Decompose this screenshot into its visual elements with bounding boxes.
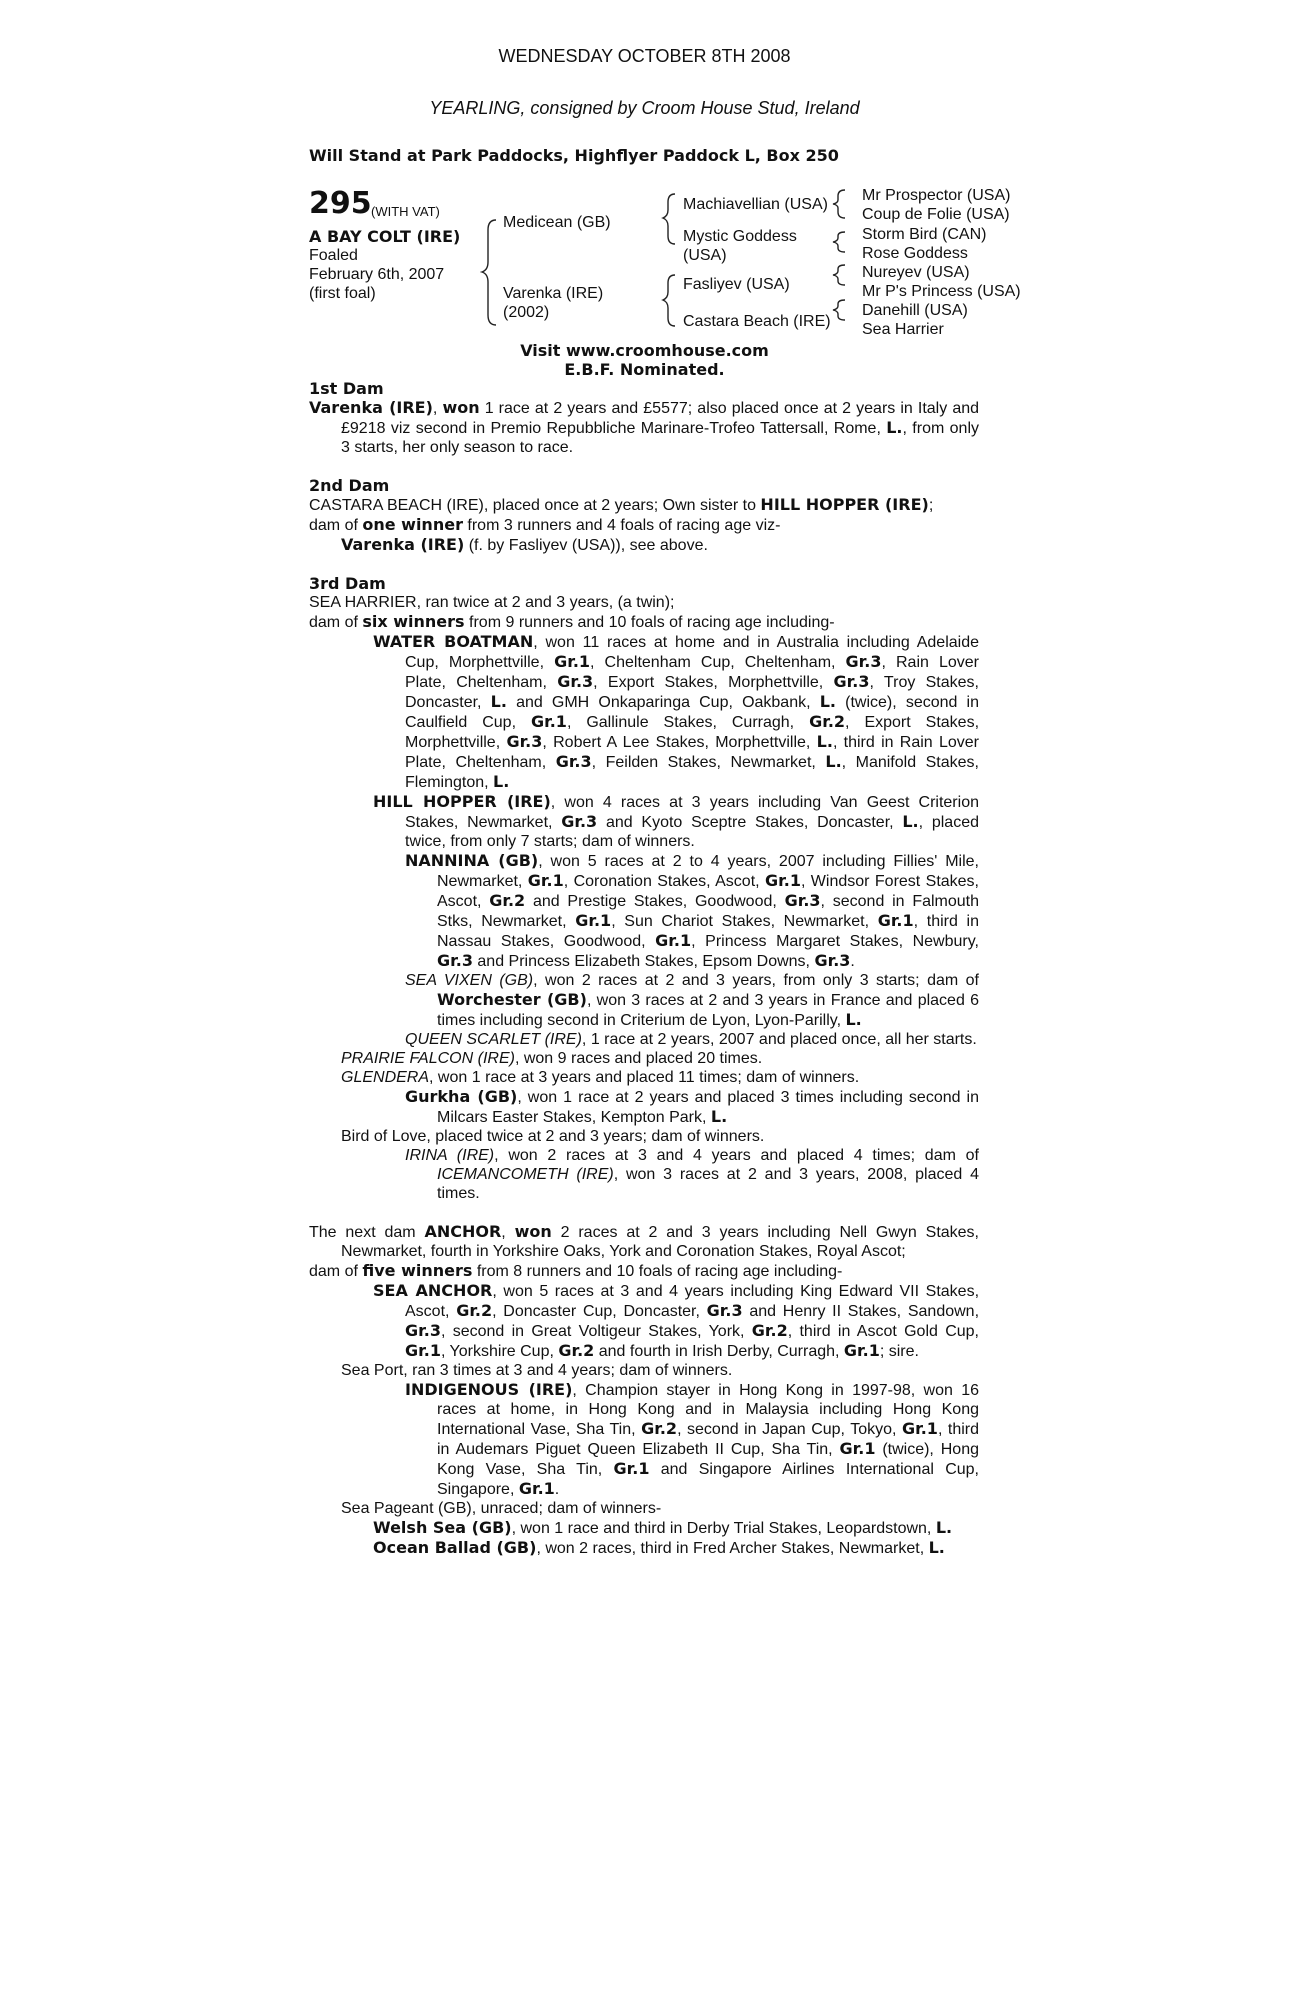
entry-ocean-ballad: Ocean Ballad (GB), won 2 races, third in Fred Archer Stakes, Newmarket, L.	[373, 1538, 945, 1557]
pedigree-ss: Machiavellian (USA)	[683, 196, 828, 213]
second-dam-heading: 2nd Dam	[309, 476, 390, 495]
pedigree-sss: Mr Prospector (USA)	[862, 187, 1011, 204]
foal-note: (first foal)	[309, 285, 376, 302]
anchor-intro: The next dam ANCHOR, won 2 races at 2 and 3 years including Nell Gwyn Stakes, Newmarket, fourth in Yorkshire Oaks, York and Coronation Stakes, Royal Ascot;	[309, 1222, 980, 1260]
vat-note: (WITH VAT)	[371, 204, 440, 219]
pedigree-sd: Mystic Goddess	[683, 228, 797, 245]
entry-sea-anchor: SEA ANCHOR, won 5 races at 3 and 4 years including King Edward VII Stakes, Ascot, Gr.2, Doncaster Cup, Doncaster, Gr.3 and Henry II Stakes, Sandown, Gr.3, second in Great Voltigeur Stakes, York, Gr.2, third in Ascot Gold Cup, Gr.1, Yorkshire Cup, Gr.2 and fourth in Irish Derby, Curragh, Gr.1; sire.	[373, 1281, 980, 1360]
third-dam-line1: SEA HARRIER, ran twice at 2 and 3 years, (a twin);	[309, 594, 675, 611]
entry-glendera: GLENDERA, won 1 race at 3 years and placed 11 times; dam of winners.	[341, 1069, 860, 1086]
pedigree-dss: Nureyev (USA)	[862, 264, 970, 281]
second-dam-line2: dam of one winner from 3 runners and 4 foals of racing age viz-	[309, 515, 781, 534]
entry-welsh-sea: Welsh Sea (GB), won 1 race and third in Derby Trial Stakes, Leopardstown, L.	[373, 1518, 953, 1537]
third-dam-line2: dam of six winners from 9 runners and 10 foals of racing age including-	[309, 612, 835, 631]
entry-sea-pageant: Sea Pageant (GB), unraced; dam of winners-	[341, 1500, 662, 1517]
pedigree-sd-2: (USA)	[683, 247, 727, 264]
foaled-date: February 6th, 2007	[309, 266, 445, 283]
brace-gen1	[482, 220, 496, 325]
third-dam-produce	[309, 632, 979, 1203]
pedigree-dds: Danehill (USA)	[862, 302, 968, 319]
pedigree-ssd: Coup de Folie (USA)	[862, 206, 1010, 223]
second-dam-line1: CASTARA BEACH (IRE), placed once at 2 years; Own sister to HILL HOPPER (IRE);	[309, 495, 934, 514]
entry-gurkha: Gurkha (GB), won 1 race at 2 years and placed 3 times including second in Milcars Easter Stakes, Kempton Park, L.	[405, 1087, 979, 1126]
sale-date: WEDNESDAY OCTOBER 8TH 2008	[498, 46, 791, 66]
anchor-line2: dam of five winners from 8 runners and 10 foals of racing age including-	[309, 1261, 843, 1280]
anchor-produce	[309, 1281, 979, 1558]
entry-sea-port: Sea Port, ran 3 times at 3 and 4 years; dam of winners.	[341, 1362, 733, 1379]
entry-irina: IRINA (IRE), won 2 races at 3 and 4 years and placed 4 times; dam of ICEMANCOMETH (IRE), won 3 races at 2 and 3 years, 2008, placed 4 times.	[405, 1147, 979, 1202]
brace-sire	[663, 194, 675, 244]
lot-name: A BAY COLT (IRE)	[309, 227, 461, 246]
entry-bird-of-love: Bird of Love, placed twice at 2 and 3 years; dam of winners.	[341, 1128, 765, 1145]
consignment-line: YEARLING, consigned by Croom House Stud, Ireland	[429, 98, 860, 118]
pedigree-dd: Castara Beach (IRE)	[683, 313, 831, 330]
entry-prairie-falcon: PRAIRIE FALCON (IRE), won 9 races and placed 20 times.	[341, 1050, 763, 1067]
first-dam-heading: 1st Dam	[309, 379, 384, 398]
website-link: Visit www.croomhouse.com	[520, 341, 769, 360]
pedigree-sire: Medicean (GB)	[503, 214, 611, 231]
entry-water-boatman: WATER BOATMAN, won 11 races at home and in Australia including Adelaide Cup, Morphettville, Gr.1, Cheltenham Cup, Cheltenham, Gr.3, Rain Lover Plate, Cheltenham, Gr.3, Export Stakes, Morphettville, Gr.3, Troy Stakes, Doncaster, L. and GMH Onkaparinga Cup, Oakbank, L. (twice), second in Caulfield Cup, Gr.1, Gallinule Stakes, Curragh, Gr.2, Export Stakes, Morphettville, Gr.3, Robert A Lee Stakes, Morphettville, L., third in Rain Lover Plate, Cheltenham, Gr.3, Feilden Stakes, Newmarket, L., Manifold Stakes, Flemington, L.	[373, 632, 980, 791]
pedigree-sds: Storm Bird (CAN)	[862, 226, 987, 243]
pedigree-dam: Varenka (IRE)	[503, 285, 604, 302]
entry-nannina: NANNINA (GB), won 5 races at 2 to 4 years, 2007 including Fillies' Mile, Newmarket, Gr.1, Coronation Stakes, Ascot, Gr.1, Windsor Forest Stakes, Ascot, Gr.2 and Prestige Stakes, Goodwood, Gr.3, second in Falmouth Stks, Newmarket, Gr.1, Sun Chariot Stakes, Newmarket, Gr.1, third in Nassau Stakes, Goodwood, Gr.1, Princess Margaret Stakes, Newbury, Gr.3 and Princess Elizabeth Stakes, Epsom Downs, Gr.3.	[405, 851, 980, 970]
catalogue-body	[309, 379, 979, 1558]
first-dam-entry: Varenka (IRE), won 1 race at 2 years and £5577; also placed once at 2 years in Italy and £9218 viz second in Premio Repubbliche Marinare-Trofeo Tattersall, Rome, L., from only 3 starts, her only season to race.	[309, 398, 980, 456]
pedigree-ddd: Sea Harrier	[862, 321, 944, 338]
second-dam-produce: Varenka (IRE) (f. by Fasliyev (USA)), see above.	[341, 535, 708, 554]
foaled-label: Foaled	[309, 247, 358, 264]
entry-queen-scarlet: QUEEN SCARLET (IRE), 1 race at 2 years, 2007 and placed once, all her starts.	[405, 1031, 977, 1048]
third-dam-heading: 3rd Dam	[309, 574, 386, 593]
lot-number: 295	[309, 186, 372, 221]
location-line: Will Stand at Park Paddocks, Highflyer Paddock L, Box 250	[309, 146, 839, 165]
entry-indigenous: INDIGENOUS (IRE), Champion stayer in Hong Kong in 1997-98, won 16 races at home, in Hong Kong and in Malaysia including Hong Kong International Vase, Sha Tin, Gr.2, second in Japan Cup, Tokyo, Gr.1, third in Audemars Piguet Queen Elizabeth II Cup, Sha Tin, Gr.1 (twice), Hong Kong Vase, Sha Tin, Gr.1 and Singapore Airlines International Cup, Singapore, Gr.1.	[405, 1380, 980, 1498]
brace-dam	[663, 275, 675, 326]
pedigree-sdd: Rose Goddess	[862, 245, 968, 262]
entry-sea-vixen: SEA VIXEN (GB), won 2 races at 2 and 3 years, from only 3 starts; dam of Worchester (GB), won 3 races at 2 and 3 years in France and placed 6 times including second in Criterium de Lyon, Lyon-Parilly, L.	[405, 972, 980, 1029]
entry-hill-hopper: HILL HOPPER (IRE), won 4 races at 3 years including Van Geest Criterion Stakes, Newmarket, Gr.3 and Kyoto Sceptre Stakes, Doncaster, L., placed twice, from only 7 starts; dam of winners.	[373, 792, 979, 850]
pedigree-dam-year: (2002)	[503, 304, 550, 321]
pedigree-dsd: Mr P's Princess (USA)	[862, 283, 1021, 300]
pedigree-ds: Fasliyev (USA)	[683, 276, 790, 293]
ebf-note: E.B.F. Nominated.	[564, 360, 725, 379]
